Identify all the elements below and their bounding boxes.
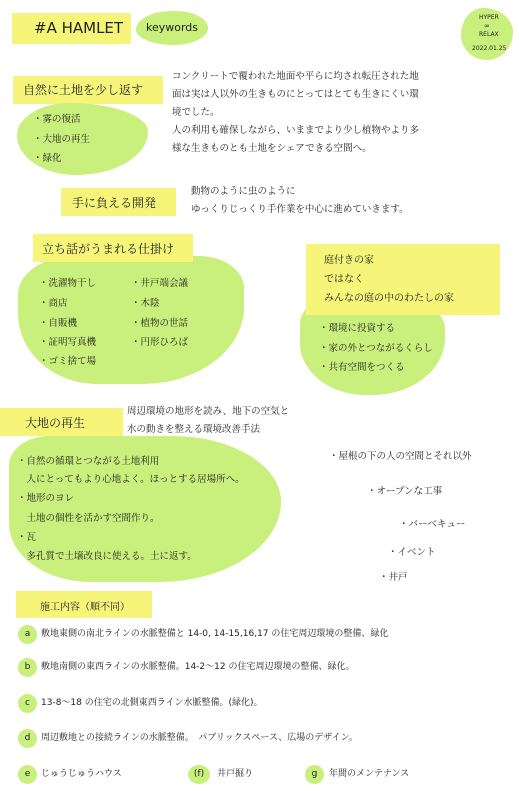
works-item-d: 周辺敷地との接続ラインの水脈整備。 パブリックスペース、広場のデザイン。 bbox=[41, 733, 358, 743]
works-marker-e: e bbox=[18, 765, 37, 784]
works-item-c: 13-8〜18 の住宅の北側東西ライン水脈整備。(緑化)。 bbox=[41, 698, 263, 708]
section1-desc-5: 様な生きものとも土地をシェアできる空間へ。 bbox=[172, 143, 372, 154]
section1-desc-1: コンクリートで覆われた地面や平らに均され転圧された地 bbox=[172, 71, 419, 82]
section5-bullet-5: ・瓦 bbox=[17, 532, 37, 543]
section1-desc-3: 境でした。 bbox=[172, 107, 220, 118]
works-item-e: じゅうじゅうハウス bbox=[41, 769, 122, 779]
section3-col2-2: ・木陰 bbox=[131, 298, 160, 309]
side-note-2: ・オープンな工事 bbox=[367, 486, 443, 497]
section5-heading: 大地の再生 bbox=[25, 416, 86, 430]
section2-desc-1: 動物のように虫のように bbox=[191, 186, 296, 197]
works-marker-g: g bbox=[305, 765, 324, 784]
page-title: #A HAMLET bbox=[34, 19, 124, 37]
side-note-3: ・バーベキュー bbox=[399, 519, 466, 530]
section4-heading-2: ではなく bbox=[324, 274, 364, 285]
works-marker-f: (f) bbox=[188, 765, 210, 784]
section1-bullet-3: ・緑化 bbox=[33, 153, 62, 164]
section5-bullet-3: ・地形のヨレ bbox=[17, 493, 75, 504]
section3-col1-1: ・洗濯物干し bbox=[39, 278, 97, 289]
works-marker-d: d bbox=[18, 729, 37, 748]
badge-line1: HYPER bbox=[479, 14, 499, 21]
section3-col2-1: ・井戸端会議 bbox=[131, 278, 189, 289]
section4-heading-1: 庭付きの家 bbox=[324, 255, 374, 266]
section1-desc-4: 人の利用も確保しながら、いままでより少し植物やより多 bbox=[172, 125, 420, 136]
section2-desc-2: ゆっくりじっくり手作業を中心に進めていきます。 bbox=[191, 204, 409, 215]
works-item-g: 年間のメンテナンス bbox=[329, 769, 410, 779]
section3-heading: 立ち話がうまれる仕掛け bbox=[42, 242, 175, 256]
section4-bullet-2: ・家の外とつながるくらし bbox=[319, 343, 433, 354]
section5-desc-1: 周辺環境の地形を読み、地下の空気と bbox=[127, 406, 290, 417]
works-marker-c: c bbox=[18, 694, 37, 713]
section3-col2-4: ・円形ひろば bbox=[131, 337, 189, 348]
section3-col1-5: ・ゴミ捨て場 bbox=[39, 356, 97, 367]
works-item-f: 井戸掘り bbox=[217, 769, 254, 779]
works-item-a: 敷地東側の南北ラインの水脈整備と 14-0, 14-15,16,17 の住宅周辺環境の整備、緑化 bbox=[41, 629, 389, 639]
section5-bullet-6: 多孔質で土壌改良に使える。土に返す。 bbox=[17, 551, 197, 562]
section3-col1-2: ・商店 bbox=[39, 298, 68, 309]
badge-line3: RELAX bbox=[479, 31, 499, 38]
badge-line2: ∞ bbox=[484, 22, 490, 30]
side-note-5: ・井戸 bbox=[379, 572, 408, 583]
works-marker-b: b bbox=[18, 658, 37, 677]
section4-bullet-1: ・環境に投資する bbox=[319, 323, 396, 334]
works-item-b: 敷地南側の東西ラインの水脈整備。14-2〜12 の住宅周辺環境の整備、緑化。 bbox=[41, 662, 355, 672]
section1-heading: 自然に土地を少し返す bbox=[23, 83, 144, 97]
works-heading: 施工内容（順不同） bbox=[40, 602, 130, 613]
section4-bullet-3: ・共有空間をつくる bbox=[319, 362, 405, 373]
section1-desc-2: 面は実は人以外の生きものにとってはとても生きにくい環 bbox=[172, 89, 419, 100]
section5-bullet-4: 土地の個性を活かす空間作り。 bbox=[17, 513, 160, 524]
section3-col2-3: ・植物の世話 bbox=[131, 318, 189, 329]
keywords-label: keywords bbox=[146, 21, 199, 34]
section3-col1-4: ・証明写真機 bbox=[39, 337, 97, 348]
works-marker-a: a bbox=[18, 625, 37, 644]
badge-date: 2022.01.25 bbox=[472, 45, 507, 52]
section5-bullet-1: ・自然の循環とつながる土地利用 bbox=[17, 456, 160, 467]
section4-heading-3: みんなの庭の中のわたしの家 bbox=[324, 293, 454, 304]
section1-bullet-2: ・大地の再生 bbox=[33, 134, 91, 145]
section2-heading: 手に負える開発 bbox=[72, 196, 157, 210]
section3-col1-3: ・自販機 bbox=[39, 318, 78, 329]
section5-bullet-2: 人にとってもより心地よく。ほっとする居場所へ。 bbox=[17, 474, 245, 485]
section1-bullet-1: ・雾の復活 bbox=[33, 114, 81, 125]
side-note-4: ・イベント bbox=[388, 547, 436, 558]
section5-desc-2: 水の動きを整える環境改善手法 bbox=[127, 424, 261, 435]
side-note-1: ・屋根の下の人の空間とそれ以外 bbox=[329, 451, 472, 462]
